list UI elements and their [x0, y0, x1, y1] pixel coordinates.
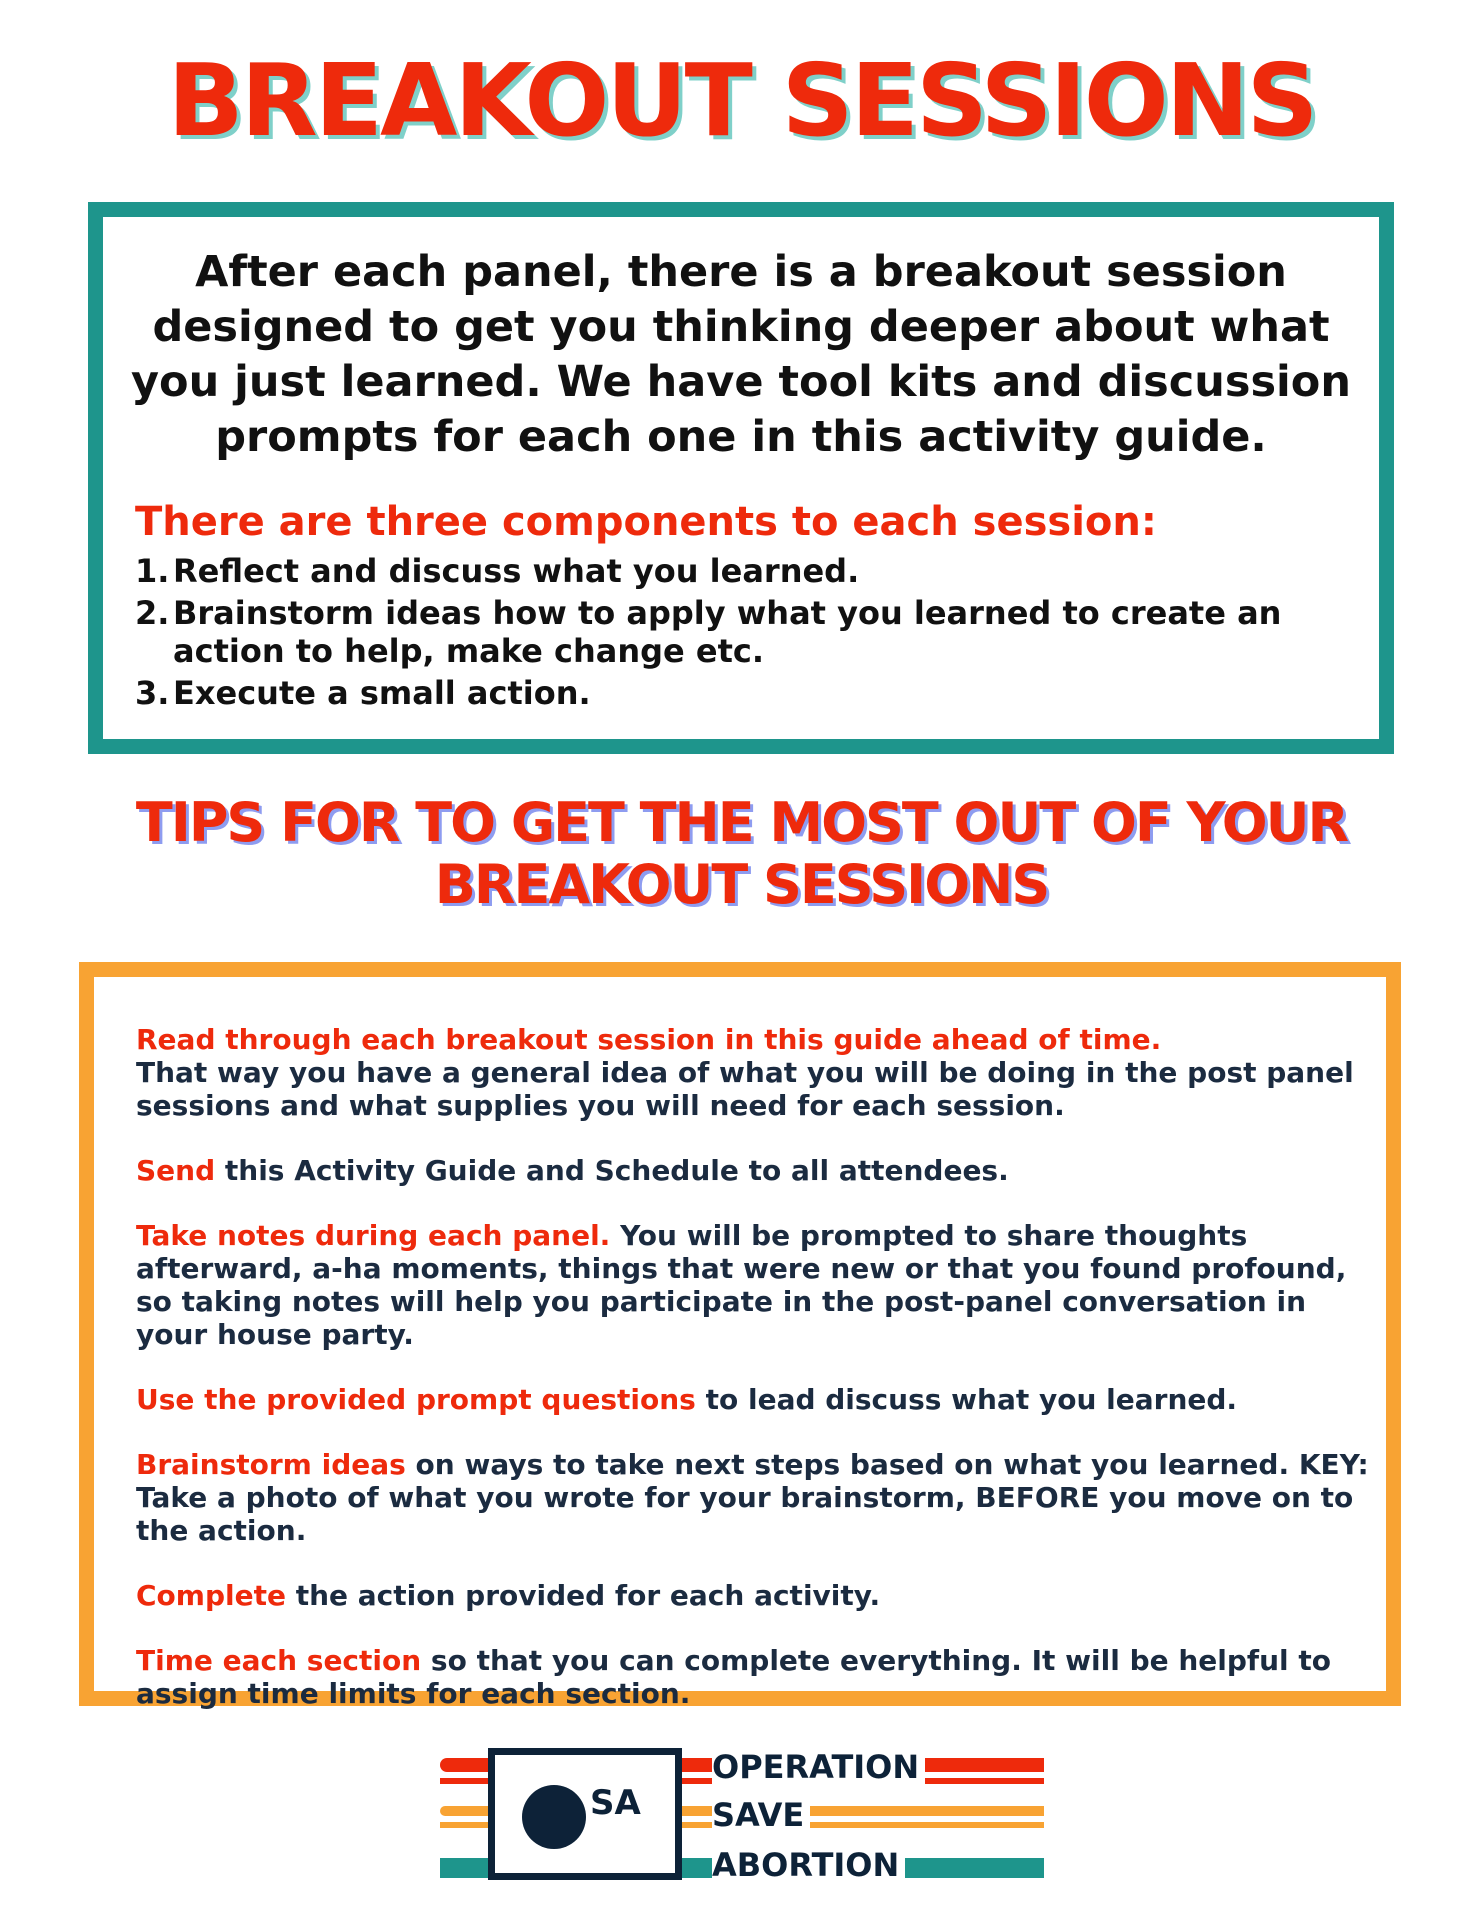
components-list [135, 552, 1355, 716]
tip-highlight: Send [136, 1154, 216, 1187]
tip-text: You will be prompted to share thoughts afterward, a-ha moments, things that were new or that you found profound, so taking notes will help you participate in the post-panel conversation in your house party. [136, 1219, 1347, 1351]
tips-list [136, 1023, 1376, 1742]
tip-highlight: Brainstorm ideas [136, 1448, 406, 1481]
list-item-text: Brainstorm ideas how to apply what you learned to create an action to help, make change etc. [173, 594, 1282, 670]
tip-highlight: Complete [136, 1579, 286, 1612]
list-item-number: 2. [135, 594, 170, 632]
list-item-number: 1. [135, 552, 170, 590]
tip-text: on ways to take next steps based on what you learned. KEY: Take a photo of what you wrote for your brainstorm, BEFORE you move on to the action. [136, 1448, 1369, 1547]
logo-word: ABORTION [712, 1846, 905, 1884]
intro-text: After each panel, there is a breakout session designed to get you thinking deeper about what you just learned. We have tool kits and discussion prompts for each one in this activity guide. [131, 247, 1351, 462]
tip-text: the action provided for each activity. [285, 1579, 881, 1612]
tip-item [136, 1579, 1376, 1612]
list-item-text: Execute a small action. [173, 674, 591, 712]
components-heading: There are three components to each session: [135, 499, 1157, 545]
intro-box [88, 202, 1394, 754]
logo-dot-icon [522, 1785, 586, 1849]
tip-text: so that you can complete everything. It will be helpful to assign time limits for each section. [136, 1644, 1331, 1710]
logo-box [488, 1748, 682, 1880]
logo-mark: SA [590, 1783, 641, 1823]
list-item-text: Reflect and discuss what you learned. [173, 552, 860, 590]
list-item [135, 594, 1355, 670]
tips-box [79, 962, 1401, 1710]
tip-text: this Activity Guide and Schedule to all attendees. [215, 1154, 1009, 1187]
logo-word: OPERATION [712, 1748, 925, 1786]
tip-item [136, 1448, 1376, 1547]
operation-save-abortion-logo [440, 1748, 1044, 1883]
tip-highlight: Take notes during each panel. [136, 1219, 611, 1252]
tip-highlight: Use the provided prompt questions [136, 1383, 696, 1416]
tip-item [136, 1154, 1376, 1187]
page-title: BREAKOUT SESSIONS [167, 42, 1316, 159]
list-item-number: 3. [135, 674, 170, 712]
tip-highlight: Read through each breakout session in this guide ahead of time. [136, 1023, 1162, 1056]
logo-word: SAVE [712, 1796, 810, 1834]
tip-text: That way you have a general idea of what you will be doing in the post panel sessions and what supplies you will need for each session. [136, 1056, 1354, 1122]
tip-item [136, 1219, 1376, 1351]
tip-highlight: Time each section [136, 1644, 422, 1677]
tip-text: to lead discuss what you learned. [695, 1383, 1238, 1416]
list-item [135, 674, 1355, 712]
list-item [135, 552, 1355, 590]
tip-item [136, 1383, 1376, 1416]
tip-item [136, 1644, 1376, 1710]
tip-item [136, 1023, 1376, 1122]
tips-heading: TIPS FOR TO GET THE MOST OUT OF YOUR BREAKOUT SESSIONS [135, 791, 1348, 916]
